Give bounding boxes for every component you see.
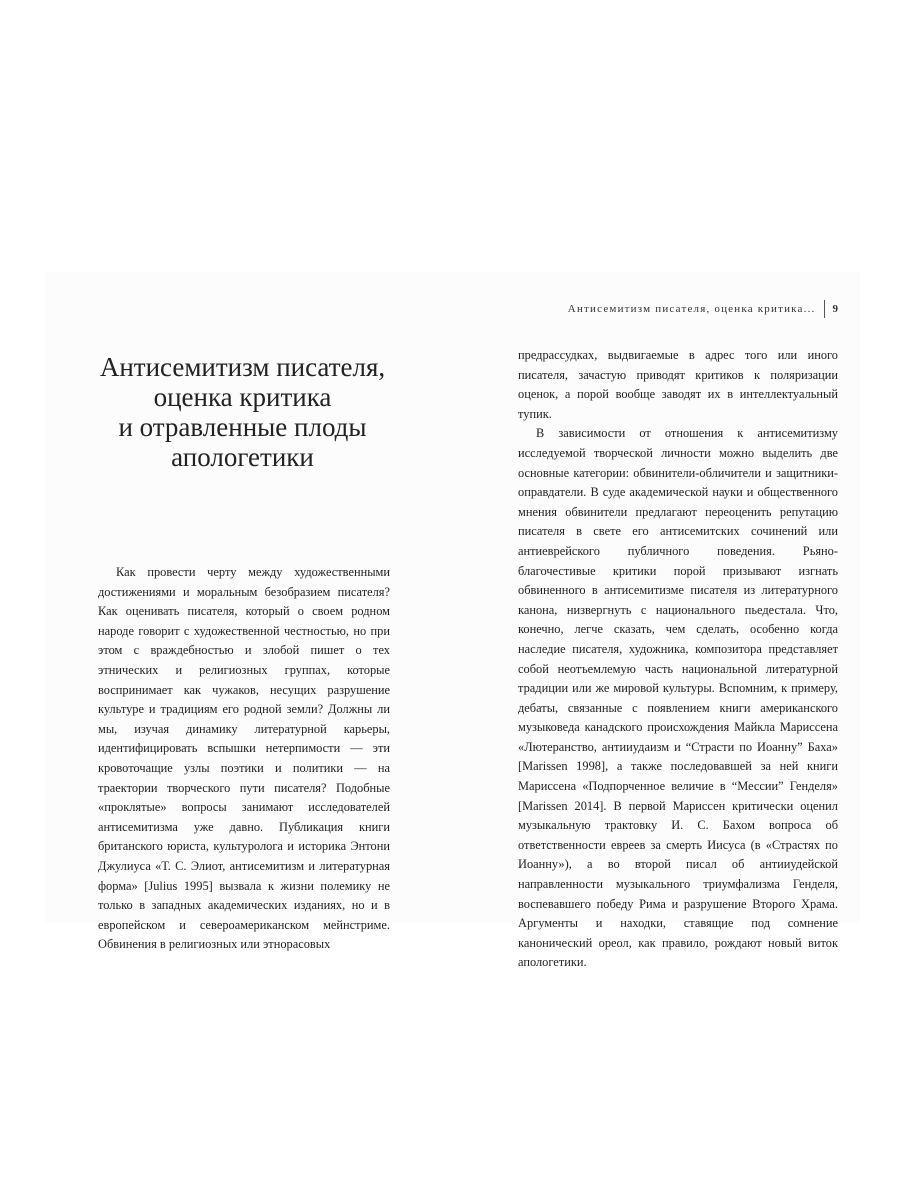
- chapter-title-line: апологетики: [171, 442, 314, 472]
- body-paragraph: предрассудках, выдвигаемые в адрес того или иного писателя, зачастую приводят критиков к поляризации оценок, а порой вообще заводят их в интеллектуальный тупик.: [518, 348, 838, 421]
- running-title: Антисемитизм писателя, оценка критика...: [567, 303, 816, 315]
- chapter-title-line: оценка критика: [153, 382, 332, 412]
- page-number: 9: [832, 303, 838, 315]
- running-header: [568, 300, 838, 318]
- chapter-title: [95, 352, 390, 472]
- chapter-title-line: Антисемитизм писателя,: [99, 352, 386, 382]
- body-paragraph: Как провести черту между художественными достижениями и моральным безобразием писателя? Как оценивать писателя, который о своем родном народе говорит с художественной честностью, но при этом с враждебностью и злобой пишет о тех этнических и религиозных группах, которые воспринимает как чужаков, несущих разрушение культуре и традициям его родной земли? Должны ли мы, изучая динамику литературной карьеры, идентифицировать вспышки нетерпимости — эти кровоточащие узлы поэтики и политики — на траектории творческого пути писателя? Подобные «проклятые» вопросы занимают исследователей антисемитизма уже давно. Публикация книги британского юриста, культуролога и историка Энтони Джулиуса «Т. С. Элиот, антисемитизм и литературная форма» [Julius 1995] вызвала к жизни полемику не только в западных академических изданиях, но и в европейском и североамериканском мейнстриме. Обвинения в религиозных или этнорасовых: [98, 565, 390, 952]
- left-column: [98, 563, 390, 955]
- header-divider: [824, 300, 825, 318]
- right-column: [518, 346, 838, 973]
- chapter-title-line: и отравленные плоды: [118, 412, 367, 442]
- body-paragraph: В зависимости от отношения к антисемитизму исследуемой творческой личности можно выделить две основные категории: обвинители-обличители и защитники-оправдатели. В суде академической науки и общественного мнения обвинители предлагают переоценить репутацию писателя в свете его антисемитских сочинений или антиеврейского публичного поведения. Рьяно-благочестивые критики порой призывают изгнать обвиненного в антисемитизме писателя из литературного канона, низвергнуть с национального пьедестала. Что, конечно, легче сказать, чем сделать, особенно когда наследие писателя, художника, композитора представляет собой неотъемлемую часть национальной литературной традиции или же мировой культуры. Вспомним, к примеру, дебаты, связанные с появлением книги американского музыковеда канадского происхождения Майкла Мариссена «Лютеранство, антииудаизм и “Страсти по Иоанну” Баха» [Marissen 1998], а также последовавшей за ней книги Мариссена «Подпорченное величие в “Мессии” Генделя» [Marissen 2014]. В первой Мариссен критически оценил музыкальную трактовку И. С. Бахом вопроса об ответственности евреев за смерть Иисуса (в «Страстях по Иоанну»), а во второй писал об антииудейской направленности музыкального триумфализма Генделя, воспевавшего победу Рима и разрушение Второго Храма. Аргументы и находки, ставящие под сомнение канонический ореол, как правило, рождают новый виток апологетики.: [518, 426, 838, 970]
